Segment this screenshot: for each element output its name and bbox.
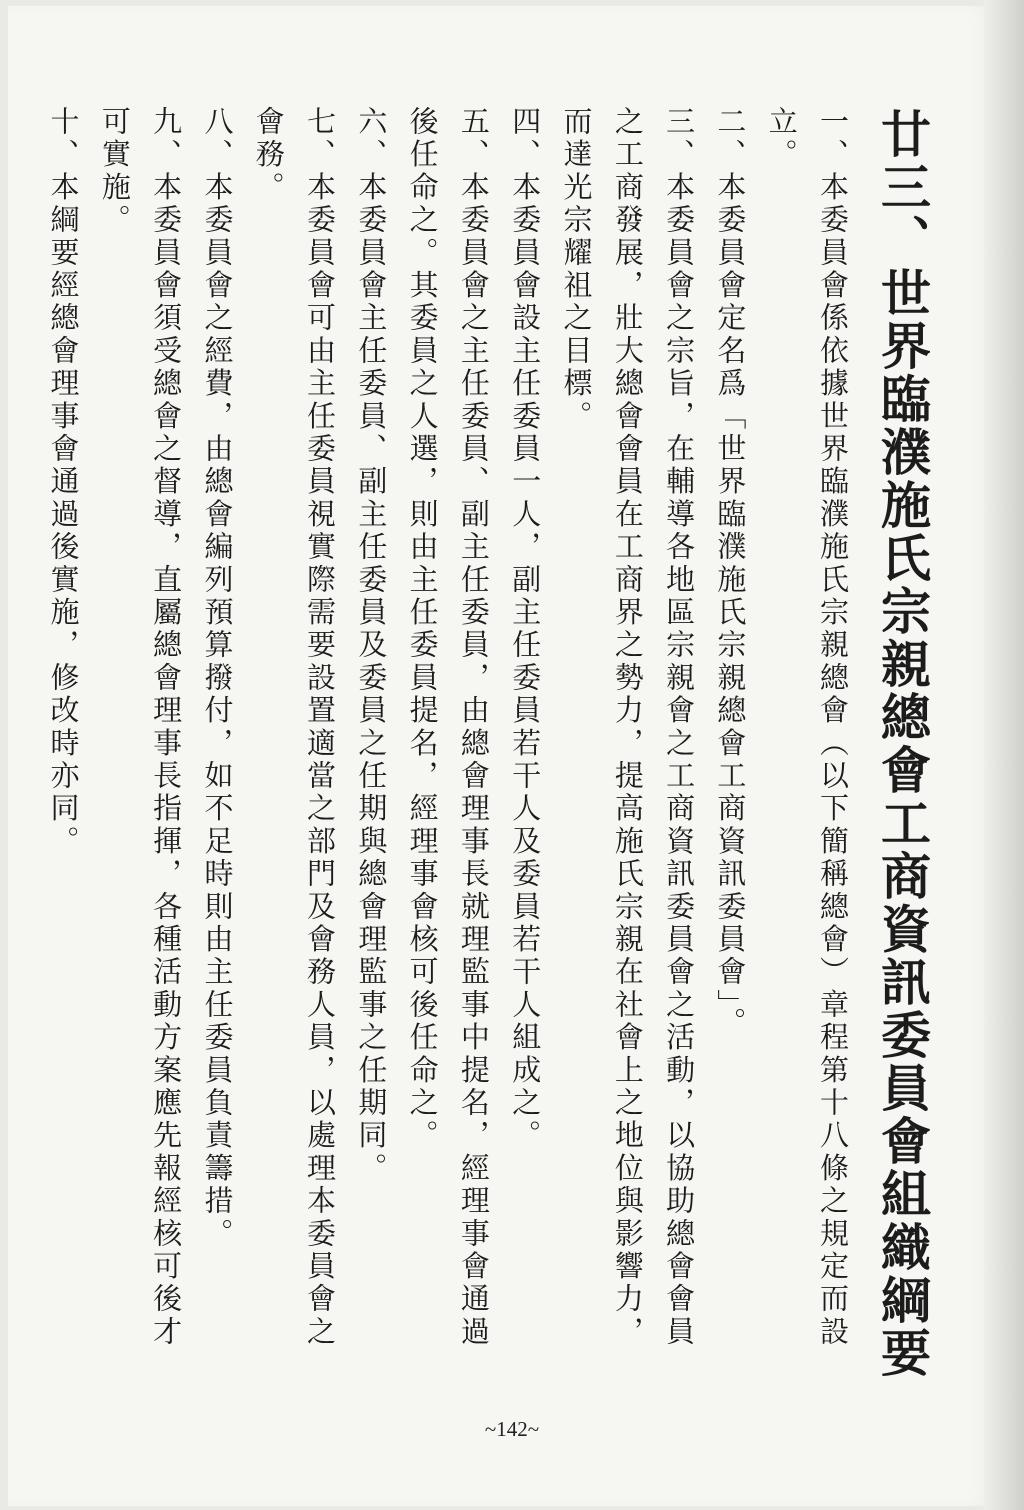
article-item-7: [242, 106, 345, 1356]
article-item-10: [37, 106, 88, 1356]
page-number: ~142~: [484, 1417, 540, 1441]
article-number: 八、: [200, 106, 235, 172]
article-number: 五、: [456, 106, 491, 172]
article-item-3: [550, 106, 704, 1356]
article-list: [46, 106, 858, 1356]
article-number: 七、: [303, 106, 338, 172]
article-number: 六、: [354, 106, 389, 172]
article-text: 本委員會定名爲「世界臨濮施氏宗親總會工商資訊委員會」。: [713, 171, 748, 1040]
article-text: 本委員會之主任委員、副主任委員，由總會理事長就理監事中提名，經理事會通過後任命之。其委員之人選，則由主任委員提名，經理事會核可後任命之。: [405, 106, 491, 1349]
article-text: 本委員會之經費，由總會編列預算撥付，如不足時則由主任委員負責籌措。: [200, 171, 235, 1251]
article-text: 本綱要經總會理事會通過後實施，修改時亦同。: [46, 171, 81, 859]
article-number: 一、: [816, 106, 850, 172]
article-number: 三、: [662, 106, 697, 172]
article-text: 本委員會係依據世界臨濮施氏宗親總會（以下簡稱總會）章程第十八條之規定而設立。: [764, 106, 850, 1349]
article-number: 九、: [149, 106, 184, 172]
article-number: 四、: [508, 106, 543, 172]
article-item-5: [396, 106, 499, 1356]
article-item-2: [704, 106, 755, 1356]
article-item-4: [499, 106, 550, 1356]
page-title: 廿三、世界臨濮施氏宗親總會工商資訊委員會組織綱要: [873, 108, 932, 1380]
article-text: 本委員會可由主任委員視實際需要設置適當之部門及會務人員，以處理本委員會之會務。: [251, 106, 338, 1349]
article-item-9: [89, 106, 192, 1356]
page-edge-shadow: [984, 0, 1024, 1510]
article-text: 本委員會須受總會之督導，直屬總會理事長指揮，各種活動方案應先報經核可後才可實施。: [97, 106, 184, 1349]
article-text: 本委員會設主任委員一人，副主任委員若干人及委員若干人組成之。: [508, 171, 543, 1153]
article-text: 本委員會主任委員、副主任委員及委員之任期與總會理監事之任期同。: [354, 171, 389, 1186]
article-item-1: [755, 106, 858, 1356]
article-number: 二、: [713, 106, 748, 172]
article-text: 本委員會之宗旨，在輔導各地區宗親會之工商資訊委員會之活動，以協助總會會員之工商發展，壯大總會會員在工商界之勢力，提高施氏宗親在社會上之地位與影響力，而達光宗耀祖之目標。: [559, 106, 697, 1349]
article-item-6: [345, 106, 396, 1356]
article-number: 十、: [46, 106, 81, 172]
article-item-8: [191, 106, 242, 1356]
